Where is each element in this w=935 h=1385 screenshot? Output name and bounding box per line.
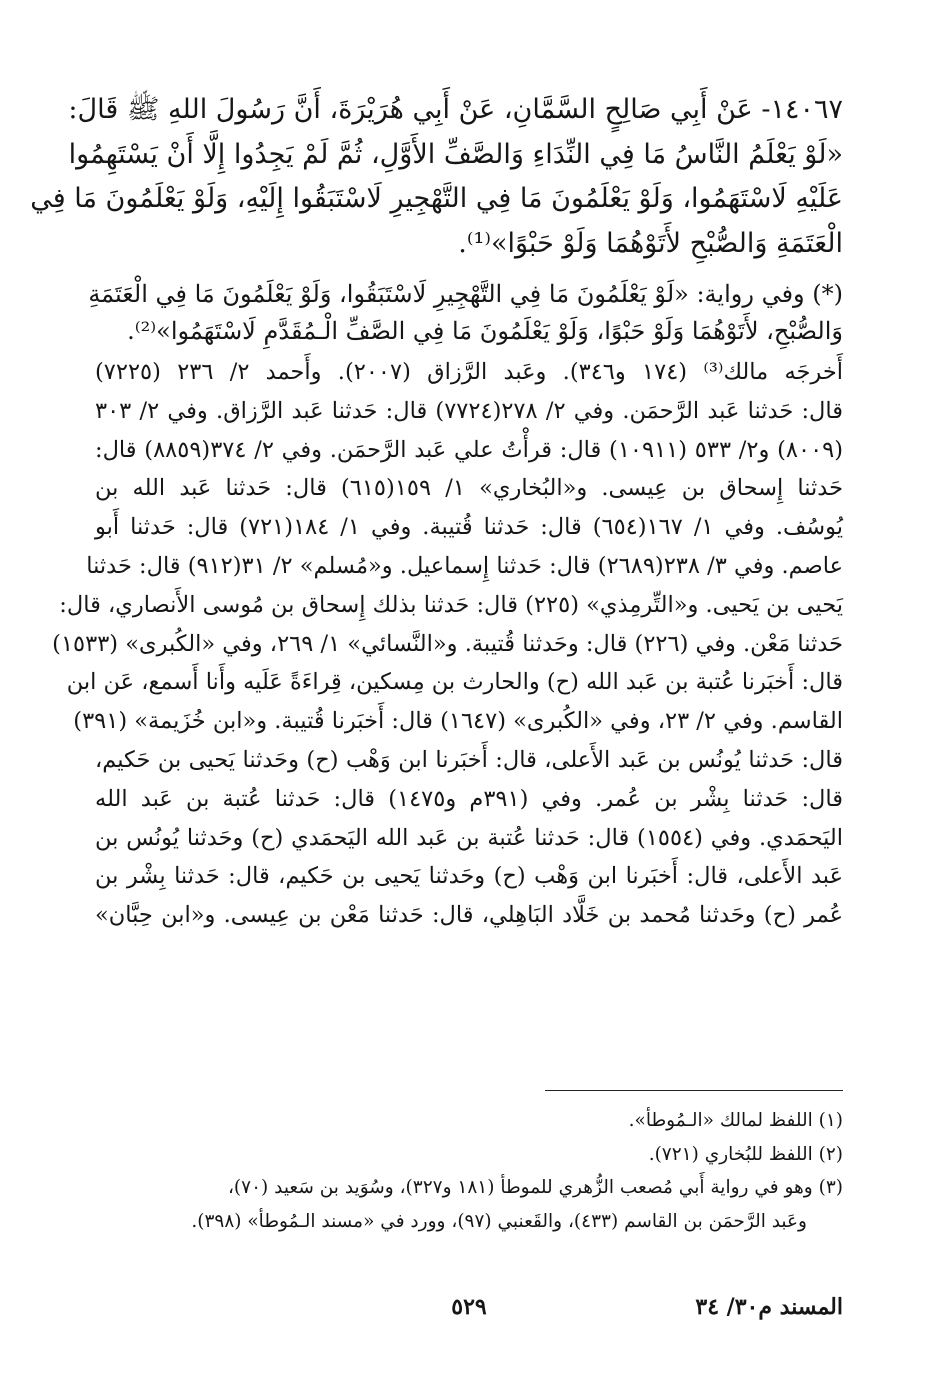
footnote-3-continued: وعَبد الرَّحمَن بن القاسم (٤٣٣)، والقَعنبي (٩٧)، وورد في «مسند الـمُوطأ» (٣٩٨). [191,1210,807,1232]
takhrij-line: أَخرجَه مالك⁽³⁾ (١٧٤ و٣٤٦). وعَبد الرَّزاق (٢٠٠٧). وأَحمد ٢/ ٢٣٦ (٧٢٢٥) [95,359,843,385]
footnotes [95,1104,843,1238]
takhrij-line: يَحيى بن يَحيى. و«التِّرمِذي» (٢٢٥) قال: حَدثنا بذلك إِسحاق بن مُوسى الأَنصاري، قال: [59,591,843,618]
takhrij-line: حَدثنا مَعْن. وفي (٢٢٦) قال: وحَدثنا قُتيبة. و«النَّسائي» ١/ ٢٦٩، وفي «الكُبرى» (١٥٣٣) [52,630,843,657]
takhrij-section [52,353,844,935]
footnote-3: (٣) وهو في رواية أَبي مُصعب الزُّهري للموطأ (١٨١ و٣٢٧)، وسُوَيد بن سَعيد (٧٠)، [227,1177,843,1198]
takhrij-line: قال: حَدثنا بِشْر بن عُمر. وفي (٣٩١م و١٤٧٥) قال: حَدثنا عُتبة بن عَبد الله [95,785,844,812]
takhrij-line: (٨٠٠٩) و٢/ ٥٣٣ (١٠٩١١) قال: قرأْتُ علي عَبد الرَّحمَن. وفي ٢/ ٣٧٤(٨٨٥٩) قال: [95,436,844,463]
takhrij-line: قال: حَدثنا عَبد الرَّحمَن. وفي ٢/ ٢٧٨(٧٧٢٤) قال: حَدثنا عَبد الرَّزاق. وفي ٢/ ٣٠٣ [95,397,844,424]
takhrij-line: عاصم. وفي ٣/ ٢٣٨(٢٦٨٩) قال: حَدثنا إِسماعيل. و«مُسلم» ٢/ ٣١(٩١٢) قال: حَدثنا [86,552,843,579]
footnote-2: (٢) اللفظ للبُخاري (٧٢١). [648,1143,843,1165]
variant-line: وَالصُّبْحِ، لأَتَوْهُمَا وَلَوْ حَبْوًا، وَلَوْ يَعْلَمُونَ مَا فِي الصَّفِّ الْـمُقَدَّمِ لَاسْتَهَمُوا»⁽²⁾. [127,317,843,345]
takhrij-line: حَدثنا إِسحاق بن عِيسى. و«البُخاري» ١/ ١٥٩(٦١٥) قال: حَدثنا عَبد الله بن [95,475,844,502]
footnote-1: (١) اللفظ لمالك «الـمُوطأ». [628,1110,843,1131]
takhrij-line: اليَحمَدي. وفي (١٥٥٤) قال: حَدثنا عُتبة بن عَبد الله اليَحمَدي (ح) وحَدثنا يُونُس بن [95,824,843,851]
takhrij-line: قال: حَدثنا يُونُس بن عَبد الأَعلى، قال: أَخبَرنا ابن وَهْب (ح) وحَدثنا يَحيى بن حَكيم، [95,746,843,773]
takhrij-line: عُمر (ح) وحَدثنا مُحمد بن خَلَّاد البَاهِلي، قال: حَدثنا مَعْن بن عِيسى. و«ابن حِبَّان» [95,902,843,929]
hadith-line: الْعَتَمَةِ وَالصُّبْحِ لأَتَوْهُمَا وَلَوْ حَبْوًا»⁽¹⁾. [458,227,843,259]
page-footer [95,1294,843,1334]
hadith-text [30,88,843,266]
hadith-line: عَلَيْهِ لَاسْتَهَمُوا، وَلَوْ يَعْلَمُونَ مَا فِي التَّهْجِيرِ لَاسْتَبَقُوا إِلَيْهِ، وَلَوْ يَعْلَمُونَ مَا فِي [30,183,843,214]
hadith-line: «لَوْ يَعْلَمُ النَّاسُ مَا فِي النِّدَاءِ وَالصَّفِّ الأَوَّلِ، ثُمَّ لَمْ يَجِدُوا إِلَّا أَنْ يَسْتَهِمُوا [68,138,843,170]
takhrij-line: يُوسُف. وفي ١/ ١٦٧(٦٥٤) قال: حَدثنا قُتيبة. وفي ١/ ١٨٤(٧٢١) قال: حَدثنا أَبو [95,514,844,541]
volume-signature: المسند م٣٠/ ٣٤ [695,1294,843,1320]
takhrij-line: عَبد الأَعلى، قال: أَخبَرنا ابن وَهْب (ح) وحَدثنا يَحيى بن حَكيم، قال: حَدثنا بِشْر بن [95,863,843,890]
page-number: ٥٢٩ [451,1294,487,1320]
footnote-separator [545,1090,843,1091]
variant-line: (*) وفي رواية: «لَوْ يَعْلَمُونَ مَا فِي التَّهْجِيرِ لَاسْتَبَقُوا، وَلَوْ يَعْلَمُونَ مَا فِي الْعَتَمَةِ [88,280,843,308]
page-body [30,88,844,935]
takhrij-line: القاسم. وفي ٢/ ٢٣، وفي «الكُبرى» (١٦٤٧) قال: أَخبَرنا قُتيبة. و«ابن خُزَيمة» (٣٩١) [73,708,843,735]
variant-narration [88,276,843,350]
takhrij-line: قال: أَخبَرنا عُتبة بن عَبد الله (ح) والحارث بن مِسكين، قِراءَةً عَلَيه وأَنا أَسمع، عَن ابن [66,669,843,696]
hadith-line: ١٤٠٦٧- عَنْ أَبِي صَالِحٍ السَّمَّانِ، عَنْ أَبِي هُرَيْرَةَ، أَنَّ رَسُولَ اللهِ ﷺ قَالَ: [68,94,843,125]
